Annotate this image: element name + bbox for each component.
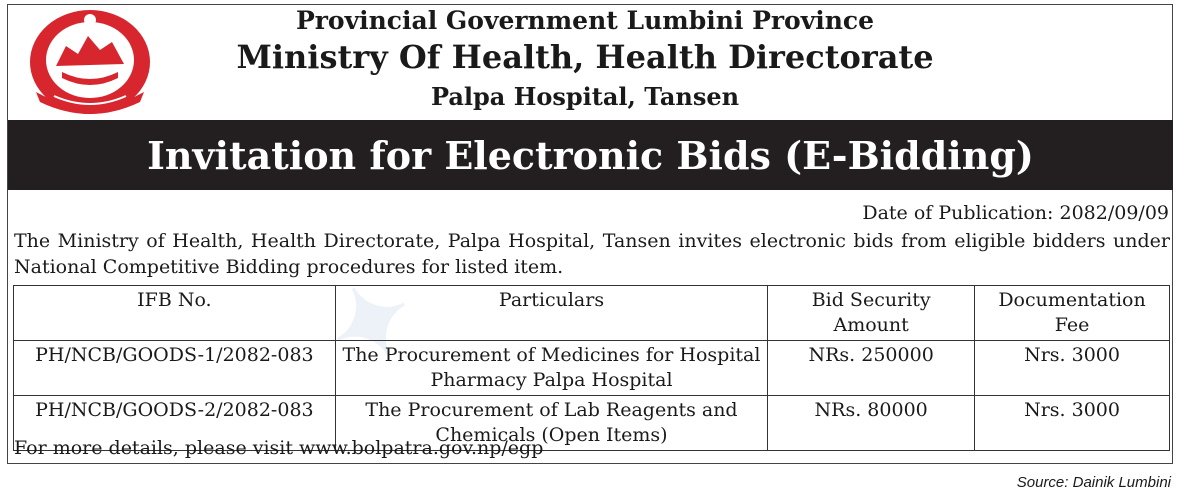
cell-documentation-fee: Nrs. 3000	[975, 396, 1170, 451]
province-heading: Provincial Government Lumbini Province	[295, 6, 875, 35]
header-ifb-no: IFB No.	[14, 286, 336, 341]
cell-bid-security: NRs. 250000	[768, 341, 975, 396]
notice-title: Invitation for Electronic Bids (E-Bidding)	[147, 132, 1034, 178]
cell-ifb-no: PH/NCB/GOODS-1/2082-083	[14, 341, 336, 396]
more-details-text: For more details, please visit www.bolpatra.gov.np/egp	[14, 437, 544, 459]
cell-bid-security: NRs. 80000	[768, 396, 975, 451]
table-header-row	[14, 286, 1170, 341]
notice-title-banner	[8, 120, 1173, 190]
header-bid-security: Bid Security Amount	[768, 286, 975, 341]
cell-ifb-no: PH/NCB/GOODS-2/2082-083	[14, 396, 336, 451]
ministry-heading: Ministry Of Health, Health Directorate	[236, 38, 934, 76]
cell-particulars: The Procurement of Lab Reagents and Chemicals (Open Items)	[335, 396, 768, 451]
intro-paragraph: The Ministry of Health, Health Directorate, Palpa Hospital, Tansen invites electronic bids from eligible bidders under National Competitive Bidding procedures for listed item.	[14, 230, 1170, 278]
bid-items-table	[13, 285, 1170, 451]
watermark: ✦	[308, 254, 436, 394]
cell-particulars: The Procurement of Medicines for Hospital Pharmacy Palpa Hospital	[335, 341, 768, 396]
hospital-heading: Palpa Hospital, Tansen	[430, 82, 740, 111]
table-row	[14, 341, 1170, 396]
publication-date: Date of Publication: 2082/09/09	[862, 202, 1169, 224]
header-particulars: Particulars	[335, 286, 768, 341]
source-credit: Source: Dainik Lumbini	[1016, 474, 1171, 491]
cell-documentation-fee: Nrs. 3000	[975, 341, 1170, 396]
header-documentation-fee: Documentation Fee	[975, 286, 1170, 341]
nepal-coat-of-arms-icon	[26, 6, 154, 118]
